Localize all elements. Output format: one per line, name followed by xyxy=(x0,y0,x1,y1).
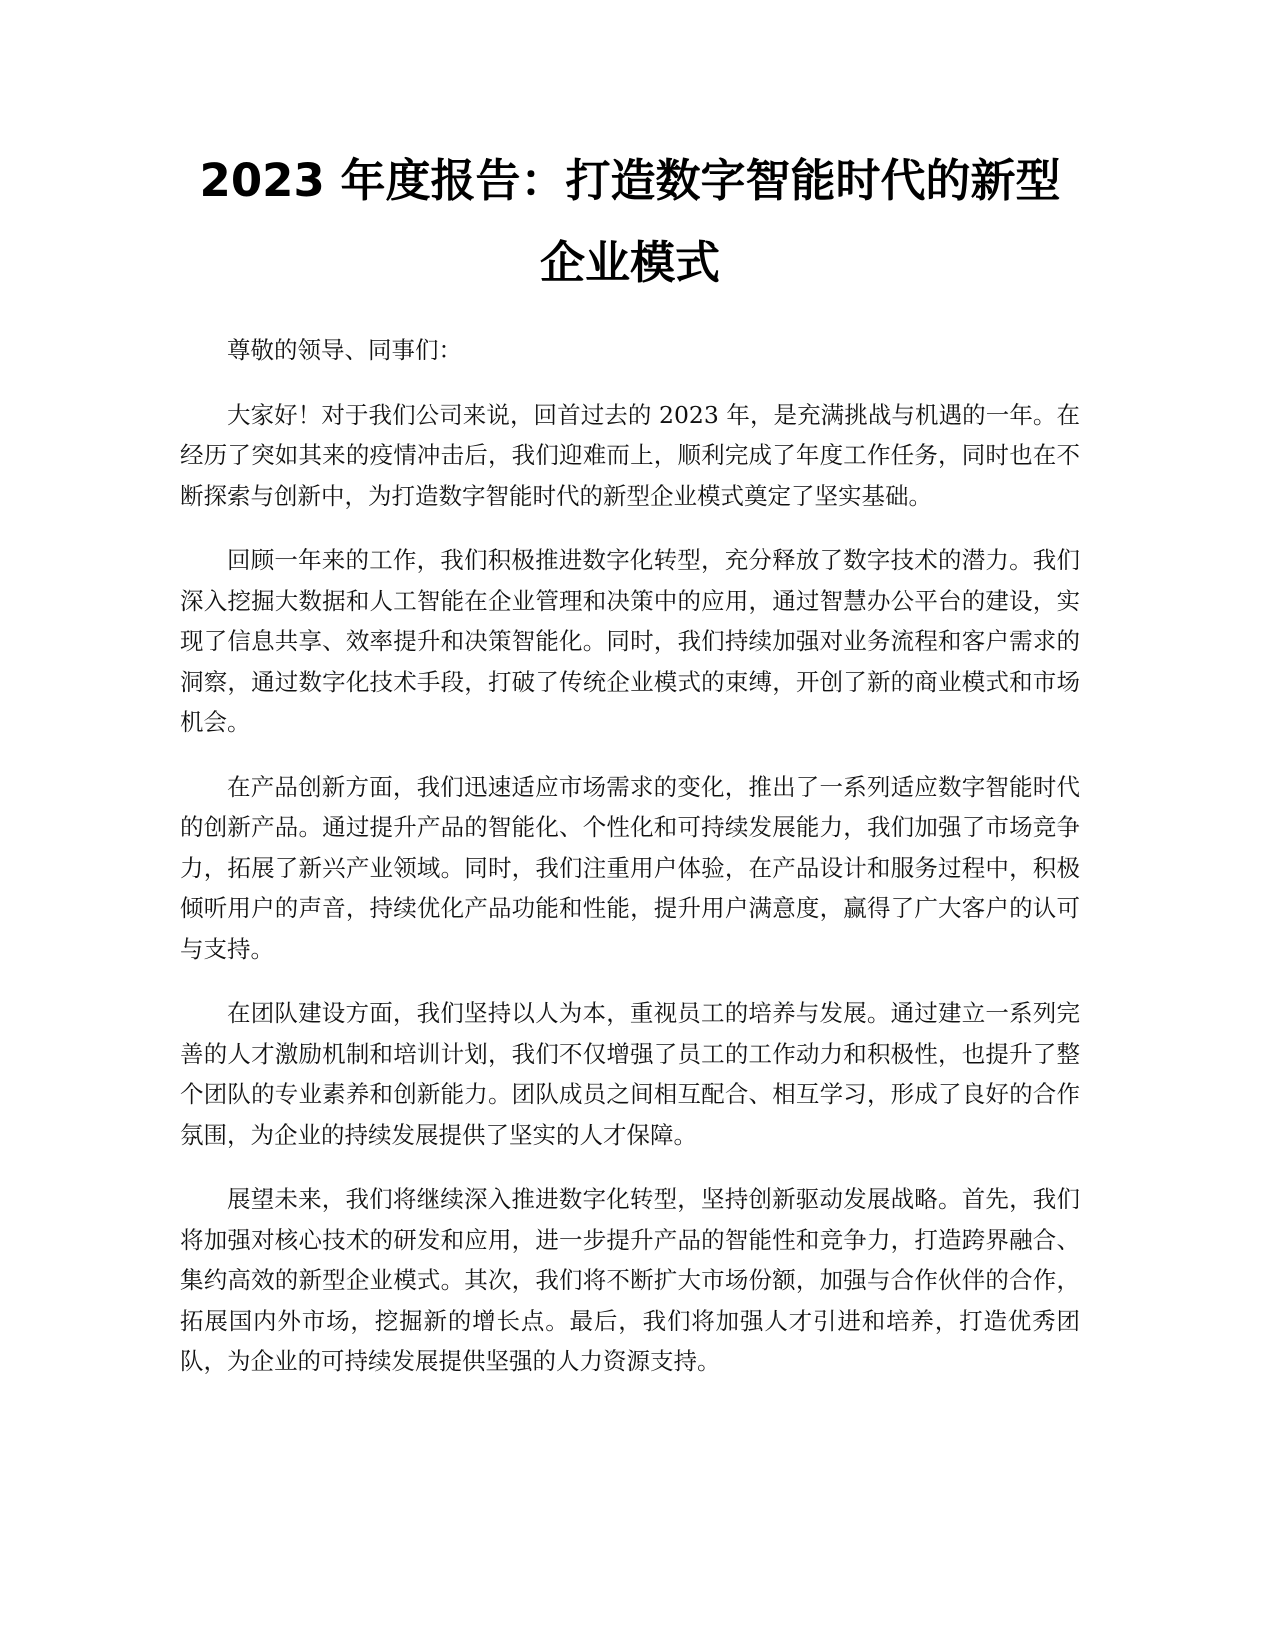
paragraph-outlook: 展望未来，我们将继续深入推进数字化转型，坚持创新驱动发展战略。首先，我们将加强对核心技术的研发和应用，进一步提升产品的智能性和竞争力，打造跨界融合、集约高效的新型企业模式。其次，我们将不断扩大市场份额，加强与合作伙伴的合作，拓展国内外市场，挖掘新的增长点。最后，我们将加强人才引进和培养，打造优秀团队，为企业的可持续发展提供坚强的人力资源支持。 xyxy=(180,1185,1080,1375)
document-page xyxy=(180,140,1080,1406)
paragraph-product-innovation: 在产品创新方面，我们迅速适应市场需求的变化，推出了一系列适应数字智能时代的创新产品。通过提升产品的智能化、个性化和可持续发展能力，我们加强了市场竞争力，拓展了新兴产业领域。同时，我们注重用户体验，在产品设计和服务过程中，积极倾听用户的声音，持续优化产品功能和性能，提升用户满意度，赢得了广大客户的认可与支持。 xyxy=(180,772,1080,963)
document-title: 2023 年度报告：打造数字智能时代的新型企业模式 xyxy=(199,154,1061,289)
paragraph-digital-transformation: 回顾一年来的工作，我们积极推进数字化转型，充分释放了数字技术的潜力。我们深入挖掘大数据和人工智能在企业管理和决策中的应用，通过智慧办公平台的建设，实现了信息共享、效率提升和决策智能化。同时，我们持续加强对业务流程和客户需求的洞察，通过数字化技术手段，打破了传统企业模式的束缚，开创了新的商业模式和市场机会。 xyxy=(180,546,1080,736)
paragraph-team-building: 在团队建设方面，我们坚持以人为本，重视员工的培养与发展。通过建立一系列完善的人才激励机制和培训计划，我们不仅增强了员工的工作动力和积极性，也提升了整个团队的专业素养和创新能力。团队成员之间相互配合、相互学习，形成了良好的合作氛围，为企业的持续发展提供了坚实的人才保障。 xyxy=(180,999,1080,1149)
salutation: 尊敬的领导、同事们： xyxy=(227,336,462,364)
paragraph-greeting: 大家好！对于我们公司来说，回首过去的 2023 年，是充满挑战与机遇的一年。在经历了突如其来的疫情冲击后，我们迎难而上，顺利完成了年度工作任务，同时也在不断探索与创新中，为打造数字智能时代的新型企业模式奠定了坚实基础。 xyxy=(180,400,1080,510)
